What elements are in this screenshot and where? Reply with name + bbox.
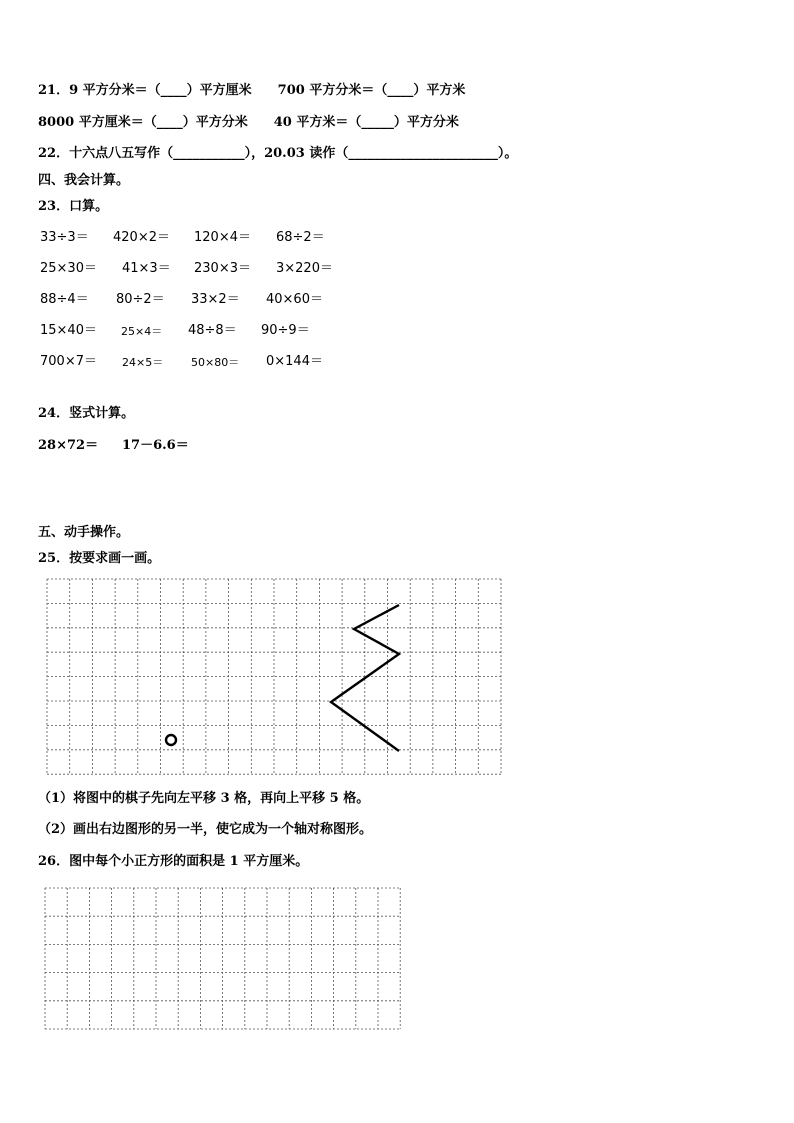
q22: 22．十六点八五写作（___________），20.03 读作（_______________________）。 xyxy=(38,146,518,161)
chess-piece-icon xyxy=(166,735,176,745)
q21-row1: 21．9 平方分米＝（____）平方厘米 700 平方分米＝（____）平方米 xyxy=(38,83,466,98)
calc-item: 80÷2＝ xyxy=(116,292,165,307)
calc-item: 25×30＝ xyxy=(40,261,97,276)
section5-heading: 五、动手操作。 xyxy=(38,525,130,540)
q24-item: 17－6.6＝ xyxy=(122,438,189,453)
q24-item: 28×72＝ xyxy=(38,438,99,453)
q24-title: 24．竖式计算。 xyxy=(38,406,135,421)
half-figure xyxy=(331,605,399,751)
calc-item: 25×4＝ xyxy=(121,325,163,338)
calc-item: 230×3＝ xyxy=(194,261,251,276)
q21-row2: 8000 平方厘米＝（____）平方分米 40 平方米＝（_____）平方分米 xyxy=(38,115,459,130)
q25-grid xyxy=(46,578,503,777)
q25-sub2: （2）画出右边图形的另一半，使它成为一个轴对称图形。 xyxy=(38,822,373,837)
calc-item: 68÷2＝ xyxy=(276,230,325,245)
calc-item: 420×2＝ xyxy=(113,230,170,245)
calc-item: 700×7＝ xyxy=(40,354,97,369)
q25-title: 25．按要求画一画。 xyxy=(38,551,161,566)
calc-item: 33÷3＝ xyxy=(40,230,89,245)
calc-item: 88÷4＝ xyxy=(40,292,89,307)
q26-title: 26．图中每个小正方形的面积是 1 平方厘米。 xyxy=(38,854,309,869)
calc-item: 40×60＝ xyxy=(266,292,323,307)
calc-item: 0×144＝ xyxy=(266,354,323,369)
calc-item: 50×80＝ xyxy=(191,356,240,369)
q26-grid xyxy=(44,887,402,1031)
calc-item: 90÷9＝ xyxy=(261,323,310,338)
q25-sub1: （1）将图中的棋子先向左平移 3 格，再向上平移 5 格。 xyxy=(38,791,370,806)
q23-title: 23．口算。 xyxy=(38,199,109,214)
calc-item: 48÷8＝ xyxy=(188,323,237,338)
calc-item: 15×40＝ xyxy=(40,323,97,338)
calc-item: 3×220＝ xyxy=(276,261,333,276)
calc-item: 41×3＝ xyxy=(122,261,171,276)
calc-item: 120×4＝ xyxy=(194,230,251,245)
calc-item: 33×2＝ xyxy=(191,292,240,307)
calc-item: 24×5＝ xyxy=(122,356,164,369)
section4-heading: 四、我会计算。 xyxy=(38,173,130,188)
